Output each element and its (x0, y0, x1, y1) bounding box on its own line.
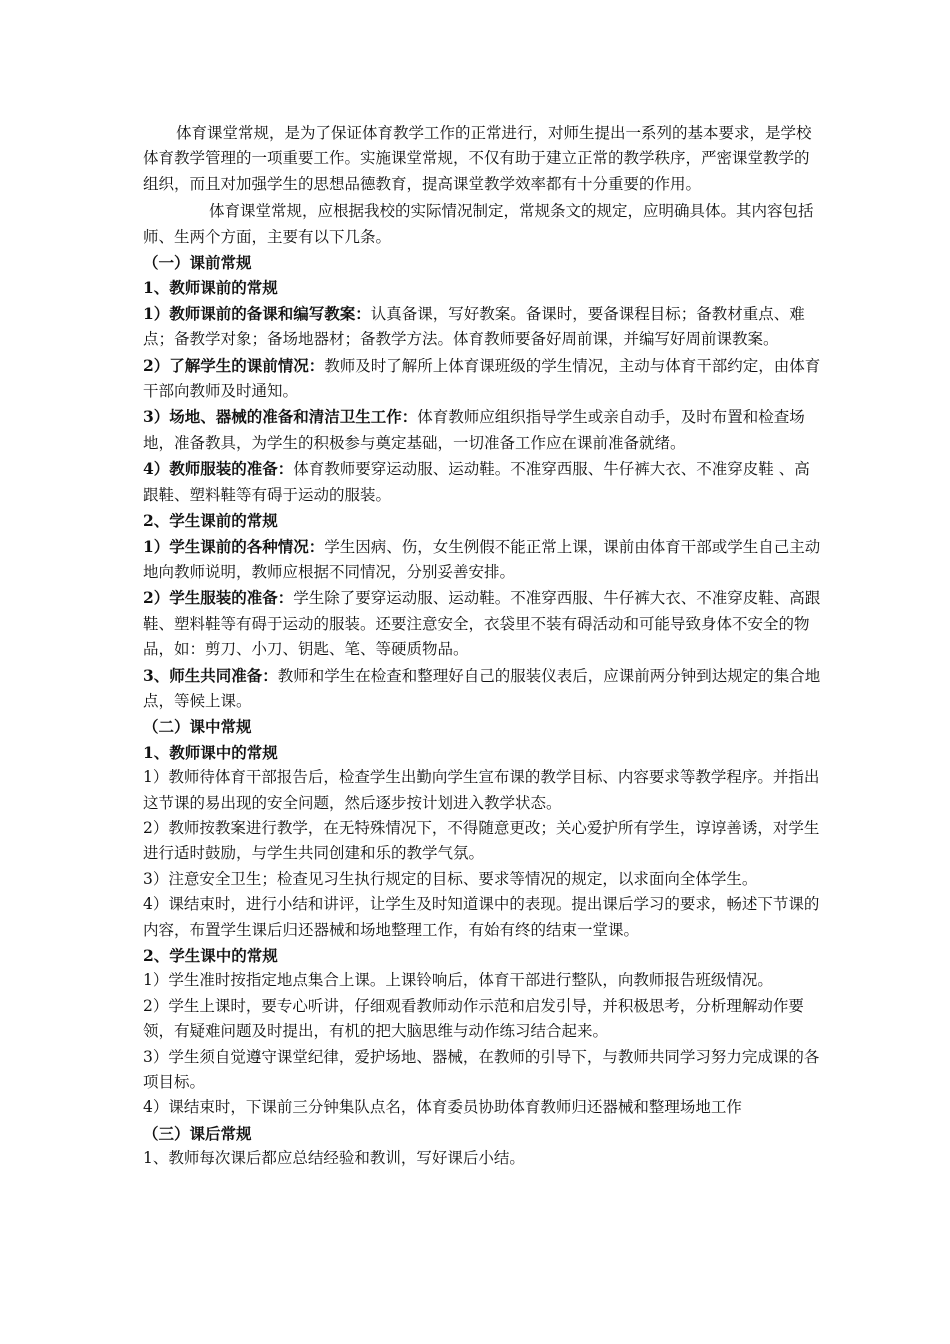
list-item: 1、教师每次课后都应总结经验和教训，写好课后小结。 (143, 1149, 525, 1168)
section-title-during-class: （二）课中常规 (143, 717, 252, 737)
item-label: 2）学生服装的准备： (143, 588, 294, 608)
list-item: 2）学生上课时，要专心听讲，仔细观看教师动作示范和启发引导，并积极思考，分析理解动作要领，有疑难问题及时提出，有机的把大脑思维与动作练习结合起来。 (143, 996, 804, 1041)
list-item (143, 353, 823, 405)
intro-paragraph-1: 体育课堂常规，是为了保证体育教学工作的正常进行，对师生提出一系列的基本要求，是学校体育教学管理的一项重要工作。实施课堂常规，不仅有助于建立正常的教学秩序，严密课堂教学的组织，而且对加强学生的思想品德教育，提高课堂教学效率都有十分重要的作用。 (143, 124, 812, 193)
list-item (143, 301, 823, 353)
list-item (143, 663, 823, 715)
item-text: 学生因病、伤，女生例假不能正常上课，课前由体育干部或学生自己主动地向教师说明，教师应根据不同情况，分别妥善安排。 (143, 537, 821, 581)
list-item: 3）注意安全卫生；检查见习生执行规定的目标、要求等情况的规定，以求面向全体学生。 (143, 869, 758, 888)
item-text: 体育教师应组织指导学生或亲自动手，及时布置和检查场地，准备教具，为学生的积极参与奠定基础，一切准备工作应在课前准备就绪。 (143, 408, 805, 452)
item-text: 认真备课，写好教案。备课时，要备课程目标；备教材重点、难点；备教学对象；备场地器材；备教学方法。体育教师要备好周前课，并编写好周前课教案。 (143, 304, 805, 349)
document-page (143, 121, 823, 1172)
intro-paragraph-2: 体育课堂常规，应根据我校的实际情况制定，常规条文的规定，应明确具体。其内容包括师、生两个方面，主要有以下几条。 (143, 202, 814, 246)
item-text: 教师及时了解所上体育课班级的学生情况，主动与体育干部约定，由体育干部向教师及时通知。 (143, 356, 821, 401)
list-item (143, 585, 823, 662)
subsection-title-student-before: 2、学生课前的常规 (143, 511, 278, 531)
subsection-title-student-during: 2、学生课中的常规 (143, 946, 278, 965)
section-title-before-class: （一）课前常规 (143, 253, 252, 273)
list-item: 1）教师待体育干部报告后，检查学生出勤向学生宣布课的教学目标、内容要求等教学程序。并指出这节课的易出现的安全问题，然后逐步按计划进入教学状态。 (143, 768, 820, 812)
item-label: 2）了解学生的课前情况： (143, 355, 325, 375)
subsection-title-teacher-during: 1、教师课中的常规 (143, 742, 278, 762)
item-text: 学生除了要穿运动服、运动鞋。不准穿西服、牛仔裤大衣、不准穿皮鞋、高跟鞋、塑料鞋等有碍于运动的服装。还要注意安全，衣袋里不装有碍活动和可能导致身体不安全的物品，如：剪刀、小刀、钥匙、笔、等硬质物品。 (143, 589, 821, 659)
list-item (143, 404, 823, 456)
item-label: 4）教师服装的准备： (143, 459, 294, 479)
item-text: 体育教师要穿运动服、运动鞋。不准穿西服、牛仔裤大衣、不准穿皮鞋 、高跟鞋、塑料鞋等有碍于运动的服装。 (143, 460, 810, 504)
list-item: 3）学生须自觉遵守课堂纪律，爱护场地、器械，在教师的引导下，与教师共同学习努力完成课的各项目标。 (143, 1047, 820, 1092)
item-label: 1）学生课前的各种情况： (143, 536, 325, 556)
item-text: 教师和学生在检查和整理好自己的服装仪表后，应课前两分钟到达规定的集合地点，等候上课。 (143, 666, 821, 710)
list-item (143, 456, 823, 508)
item-label: 3、师生共同准备： (143, 665, 278, 685)
list-item: 4）课结束时，下课前三分钟集队点名，体育委员协助体育教师归还器械和整理场地工作 (143, 1098, 742, 1117)
item-label: 1）教师课前的备课和编写教案： (143, 303, 371, 323)
item-label: 3）场地、器械的准备和清洁卫生工作： (143, 407, 418, 427)
subsection-title-teacher-before: 1、教师课前的常规 (143, 278, 278, 298)
list-item: 1）学生准时按指定地点集合上课。上课铃响后，体育干部进行整队，向教师报告班级情况。 (143, 971, 773, 990)
list-item: 4）课结束时，进行小结和讲评，让学生及时知道课中的表现。提出课后学习的要求，畅述下节课的内容，布置学生课后归还器械和场地整理工作，有始有终的结束一堂课。 (143, 895, 820, 939)
list-item: 2）教师按教案进行教学，在无特殊情况下，不得随意更改；关心爱护所有学生，谆谆善诱，对学生进行适时鼓励，与学生共同创建和乐的教学气氛。 (143, 818, 820, 863)
list-item (143, 534, 823, 586)
section-title-after-class: （三）课后常规 (143, 1123, 252, 1143)
